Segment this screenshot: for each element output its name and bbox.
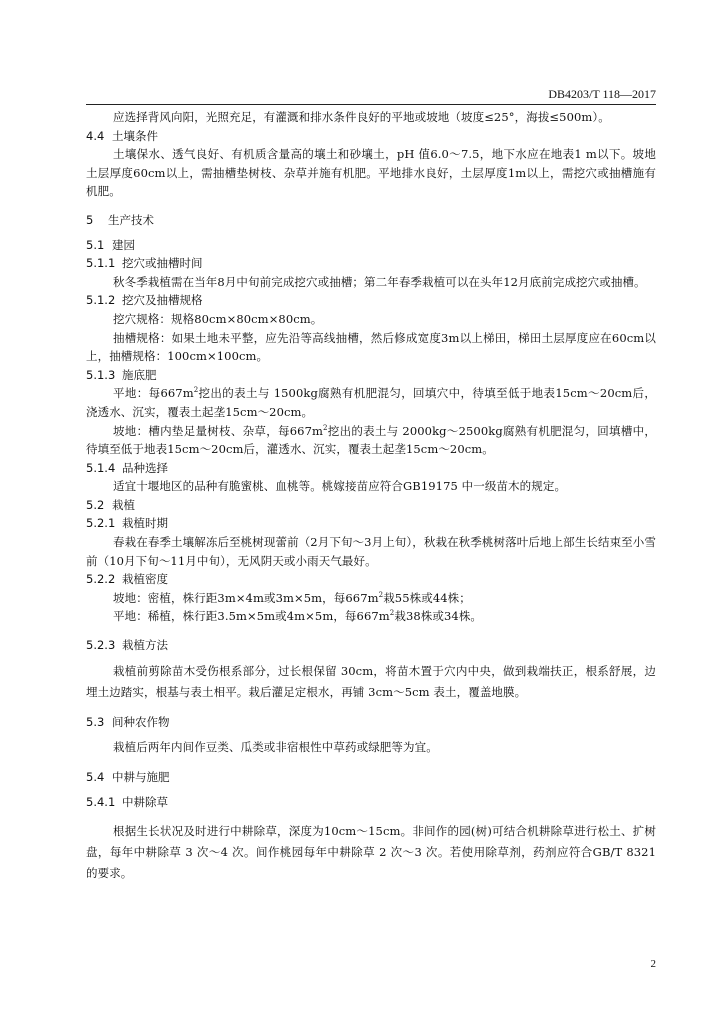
section-title: 生产技术 — [108, 212, 154, 227]
section-title: 中耕除草 — [122, 794, 168, 809]
text-run: 平地：每667m — [113, 386, 194, 401]
section-heading-5-1-4 — [86, 459, 656, 478]
section-heading-5-2-3 — [86, 636, 656, 655]
section-heading-5-4 — [86, 768, 656, 787]
section-heading-5 — [86, 211, 656, 230]
text-run: 挖出的表土与 2000kg～2500kg腐熟有机肥混匀，回填槽中，待填至低于地表15cm～20cm后，灌透水、沉实，覆表土起垄15cm～20cm。 — [86, 423, 656, 457]
paragraph: 土壤保水、透气良好、有机质含量高的壤土和砂壤土，pH 值6.0～7.5，地下水应在地表1 m以下。坡地土层厚度60cm以上，需抽槽垫树枝、杂草并施有机肥。平地排水良好，土层厚度1m以上，需挖穴或抽槽施有机肥。 — [86, 147, 656, 199]
superscript: 2 — [193, 386, 199, 395]
section-title: 栽植时期 — [122, 516, 168, 531]
section-heading-5-1-3 — [86, 366, 656, 385]
paragraph — [86, 384, 656, 421]
text-run: 平地：稀植，株行距3.5m×5m或4m×5m，每667m — [113, 609, 390, 624]
paragraph: 栽植后两年内间作豆类、瓜类或非宿根性中草药或绿肥等为宜。 — [113, 740, 438, 755]
paragraph: 栽植前剪除苗木受伤根系部分，过长根保留 30cm，将苗木置于穴内中央，做到栽端扶正，根系舒展，边埋土边踏实，根基与表土相平。栽后灌足定根水，再铺 3cm～5cm 表土，覆盖地膜。 — [86, 663, 656, 699]
section-number: 5.2.1 — [86, 516, 116, 531]
paragraph: 根据生长状况及时进行中耕除草，深度为10cm～15cm。非间作的园(树)可结合机耕除草进行松土、扩树盘，每年中耕除草 3 次～4 次。间作桃园每年中耕除草 2 次～3 次。若使用除草剂，药剂应符合GB/T 8321 的要求。 — [86, 824, 656, 881]
section-number: 5.1 — [86, 237, 105, 252]
superscript: 2 — [378, 591, 384, 600]
superscript: 2 — [389, 609, 395, 618]
section-heading-5-2-2 — [86, 570, 656, 589]
paragraph — [86, 589, 656, 608]
section-title: 挖穴或抽槽时间 — [122, 256, 203, 271]
section-heading-5-2 — [86, 496, 656, 515]
section-number: 5.2.3 — [86, 638, 116, 653]
paragraph: 适宜十堰地区的品种有脆蜜桃、血桃等。桃嫁接苗应符合GB19175 中一级苗木的规定。 — [113, 479, 567, 494]
section-number: 5.1.1 — [86, 256, 116, 271]
section-number: 5 — [86, 212, 94, 227]
section-number: 5.4.1 — [86, 794, 116, 809]
section-title: 施底肥 — [122, 367, 157, 382]
header-rule — [86, 104, 656, 105]
section-number: 5.2.2 — [86, 572, 116, 587]
paragraph — [86, 422, 656, 459]
superscript: 2 — [323, 423, 328, 432]
text-run: 坡地：密植，株行距3m×4m或3m×5m，每667m — [113, 590, 379, 605]
section-heading-5-4-1 — [86, 793, 656, 812]
section-heading-5-1-2 — [86, 291, 656, 310]
section-title: 栽植方法 — [122, 638, 168, 653]
text-run: 坡地：槽内垫足量树枝、杂草，每667m — [113, 423, 324, 438]
paragraph: 应选择背风向阳，光照充足，有灌溉和排水条件良好的平地或坡地（坡度≤25°，海拔≤500m）。 — [113, 110, 610, 124]
section-heading-5-3 — [86, 713, 656, 732]
section-title: 栽植密度 — [122, 572, 168, 587]
paragraph: 春栽在春季土壤解冻后至桃树现蕾前（2月下旬～3月上旬），秋栽在秋季桃树落叶后地上部生长结束至小雪前（10月下旬～11月中旬），无风阴天或小雨天气最好。 — [86, 535, 656, 568]
section-number: 5.1.3 — [86, 367, 116, 382]
page-body — [86, 108, 656, 884]
paragraph: 挖穴规格：规格80cm×80cm×80cm。 — [113, 311, 323, 326]
section-number: 5.4 — [86, 770, 105, 785]
section-title: 品种选择 — [122, 460, 168, 475]
section-number: 5.2 — [86, 497, 105, 512]
section-heading-5-1 — [86, 236, 656, 255]
paragraph: 抽槽规格：如果土地未平整，应先沿等高线抽槽，然后修成宽度3m以上梯田，梯田土层厚度应在60cm以上，抽槽规格：100cm×100cm。 — [86, 330, 656, 364]
page-number: 2 — [650, 958, 656, 970]
text-run: 栽38株或34株。 — [394, 609, 483, 624]
section-number: 5.1.2 — [86, 293, 116, 308]
document-code: DB4203/T 118—2017 — [548, 87, 656, 101]
section-title: 间种农作物 — [112, 714, 170, 729]
paragraph — [86, 607, 656, 626]
section-heading-5-1-1 — [86, 254, 656, 273]
section-title: 中耕与施肥 — [112, 770, 170, 785]
section-heading-4-4 — [86, 127, 656, 146]
text-run: 栽55株或44株； — [383, 590, 471, 605]
section-number: 4.4 — [86, 128, 105, 143]
section-title: 土壤条件 — [112, 128, 158, 143]
section-heading-5-2-1 — [86, 514, 656, 533]
section-title: 挖穴及抽槽规格 — [122, 293, 203, 308]
section-number: 5.3 — [86, 714, 105, 729]
section-title: 栽植 — [112, 497, 135, 512]
text-run: 挖出的表土与 1500kg腐熟有机肥混匀，回填穴中，待填至低于地表15cm～20cm后，浇透水、沉实，覆表土起垄15cm～20cm。 — [86, 386, 656, 419]
section-title: 建园 — [112, 237, 135, 252]
section-number: 5.1.4 — [86, 460, 116, 475]
paragraph: 秋冬季栽植需在当年8月中旬前完成挖穴或抽槽；第二年春季栽植可以在头年12月底前完成挖穴或抽槽。 — [113, 274, 646, 289]
